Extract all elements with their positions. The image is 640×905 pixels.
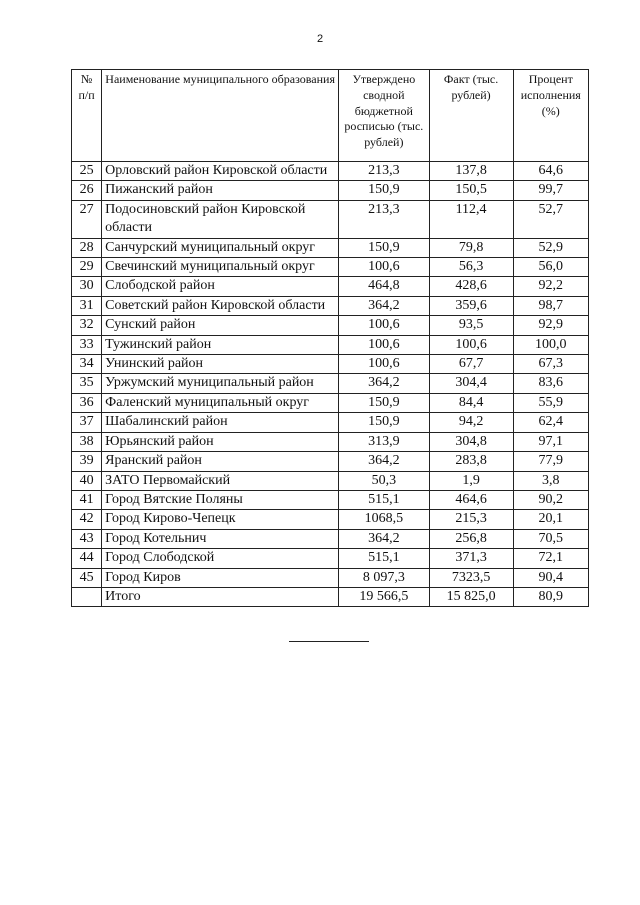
cell-fact: 371,3 [429,549,513,568]
cell-fact: 304,4 [429,374,513,393]
cell-approved: 364,2 [339,452,429,471]
cell-name: Юрьянский район [102,432,339,451]
header-percent: Процент исполнения (%) [513,70,588,162]
table-row [72,568,589,587]
page-number: 2 [316,33,324,45]
header-approved: Утверждено сводной бюджетной росписью (тыс. рублей) [339,70,429,162]
cell-percent: 56,0 [513,258,588,277]
cell-name: Пижанский район [102,181,339,200]
cell-approved: 8 097,3 [339,568,429,587]
cell-name: Город Слободской [102,549,339,568]
cell-num: 32 [72,316,102,335]
cell-percent: 98,7 [513,296,588,315]
cell-name: Уржумский муниципальный район [102,374,339,393]
cell-percent: 52,7 [513,200,588,238]
table-row [72,335,589,354]
cell-fact: 150,5 [429,181,513,200]
cell-name: Шабалинский район [102,413,339,432]
cell-approved: 213,3 [339,162,429,181]
cell-fact: 79,8 [429,238,513,257]
cell-name: Свечинский муниципальный округ [102,258,339,277]
budget-execution-table [71,69,589,607]
cell-approved: 19 566,5 [339,587,429,606]
table-header-row [72,70,589,162]
cell-approved: 150,9 [339,413,429,432]
cell-num: 43 [72,529,102,548]
cell-num: 31 [72,296,102,315]
table-row [72,413,589,432]
cell-fact: 215,3 [429,510,513,529]
cell-fact: 100,6 [429,335,513,354]
table-row [72,452,589,471]
cell-percent: 92,2 [513,277,588,296]
cell-fact: 7323,5 [429,568,513,587]
cell-approved: 100,6 [339,355,429,374]
cell-percent: 90,2 [513,490,588,509]
cell-approved: 464,8 [339,277,429,296]
cell-name: Унинский район [102,355,339,374]
cell-fact: 464,6 [429,490,513,509]
cell-num [72,587,102,606]
cell-approved: 100,6 [339,316,429,335]
table-row [72,587,589,606]
cell-num: 28 [72,238,102,257]
cell-fact: 256,8 [429,529,513,548]
cell-name: Орловский район Кировской области [102,162,339,181]
cell-approved: 515,1 [339,490,429,509]
cell-fact: 137,8 [429,162,513,181]
table-row [72,432,589,451]
cell-fact: 1,9 [429,471,513,490]
cell-name: Фаленский муниципальный округ [102,393,339,412]
cell-fact: 283,8 [429,452,513,471]
cell-percent: 72,1 [513,549,588,568]
table-row [72,549,589,568]
cell-fact: 93,5 [429,316,513,335]
cell-num: 35 [72,374,102,393]
cell-num: 45 [72,568,102,587]
cell-num: 30 [72,277,102,296]
cell-num: 42 [72,510,102,529]
table-row [72,471,589,490]
cell-num: 34 [72,355,102,374]
cell-num: 29 [72,258,102,277]
cell-approved: 150,9 [339,393,429,412]
closing-divider-line [289,641,369,642]
cell-approved: 1068,5 [339,510,429,529]
header-num: № п/п [72,70,102,162]
table-body [72,162,589,607]
table-row [72,510,589,529]
cell-percent: 90,4 [513,568,588,587]
cell-name: Город Вятские Поляны [102,490,339,509]
cell-percent: 3,8 [513,471,588,490]
cell-name: Город Кирово-Чепецк [102,510,339,529]
cell-percent: 80,9 [513,587,588,606]
cell-percent: 83,6 [513,374,588,393]
table-row [72,529,589,548]
cell-name: Город Котельнич [102,529,339,548]
cell-num: 37 [72,413,102,432]
cell-num: 33 [72,335,102,354]
cell-approved: 100,6 [339,335,429,354]
cell-percent: 67,3 [513,355,588,374]
cell-percent: 52,9 [513,238,588,257]
table-row [72,316,589,335]
cell-percent: 70,5 [513,529,588,548]
table-row [72,181,589,200]
cell-percent: 99,7 [513,181,588,200]
cell-percent: 92,9 [513,316,588,335]
cell-approved: 213,3 [339,200,429,238]
cell-fact: 428,6 [429,277,513,296]
cell-fact: 304,8 [429,432,513,451]
cell-approved: 364,2 [339,374,429,393]
cell-percent: 97,1 [513,432,588,451]
cell-fact: 56,3 [429,258,513,277]
cell-name: Сунский район [102,316,339,335]
cell-fact: 94,2 [429,413,513,432]
table-row [72,200,589,238]
cell-approved: 364,2 [339,296,429,315]
table-row [72,296,589,315]
cell-name: Санчурский муниципальный округ [102,238,339,257]
cell-num: 40 [72,471,102,490]
cell-fact: 15 825,0 [429,587,513,606]
cell-num: 26 [72,181,102,200]
cell-percent: 62,4 [513,413,588,432]
cell-num: 25 [72,162,102,181]
table-row [72,258,589,277]
cell-num: 27 [72,200,102,238]
cell-approved: 515,1 [339,549,429,568]
cell-name: Город Киров [102,568,339,587]
cell-name: ЗАТО Первомайский [102,471,339,490]
cell-name: Яранский район [102,452,339,471]
header-fact: Факт (тыс. рублей) [429,70,513,162]
cell-name: Советский район Кировской области [102,296,339,315]
cell-fact: 112,4 [429,200,513,238]
table-row [72,374,589,393]
table-row [72,490,589,509]
header-name: Наименование муниципального образования [102,70,339,162]
cell-fact: 359,6 [429,296,513,315]
cell-num: 44 [72,549,102,568]
cell-name: Подосиновский район Кировской области [102,200,339,238]
cell-name: Тужинский район [102,335,339,354]
cell-fact: 84,4 [429,393,513,412]
cell-num: 41 [72,490,102,509]
cell-fact: 67,7 [429,355,513,374]
cell-num: 36 [72,393,102,412]
cell-percent: 20,1 [513,510,588,529]
cell-percent: 64,6 [513,162,588,181]
cell-approved: 364,2 [339,529,429,548]
cell-approved: 50,3 [339,471,429,490]
table-row [72,393,589,412]
cell-approved: 100,6 [339,258,429,277]
cell-percent: 77,9 [513,452,588,471]
cell-approved: 150,9 [339,238,429,257]
cell-approved: 313,9 [339,432,429,451]
cell-num: 38 [72,432,102,451]
cell-approved: 150,9 [339,181,429,200]
table-row [72,162,589,181]
table-row [72,277,589,296]
cell-percent: 55,9 [513,393,588,412]
cell-name: Слободской район [102,277,339,296]
cell-percent: 100,0 [513,335,588,354]
cell-name: Итого [102,587,339,606]
table-row [72,355,589,374]
table-row [72,238,589,257]
cell-num: 39 [72,452,102,471]
